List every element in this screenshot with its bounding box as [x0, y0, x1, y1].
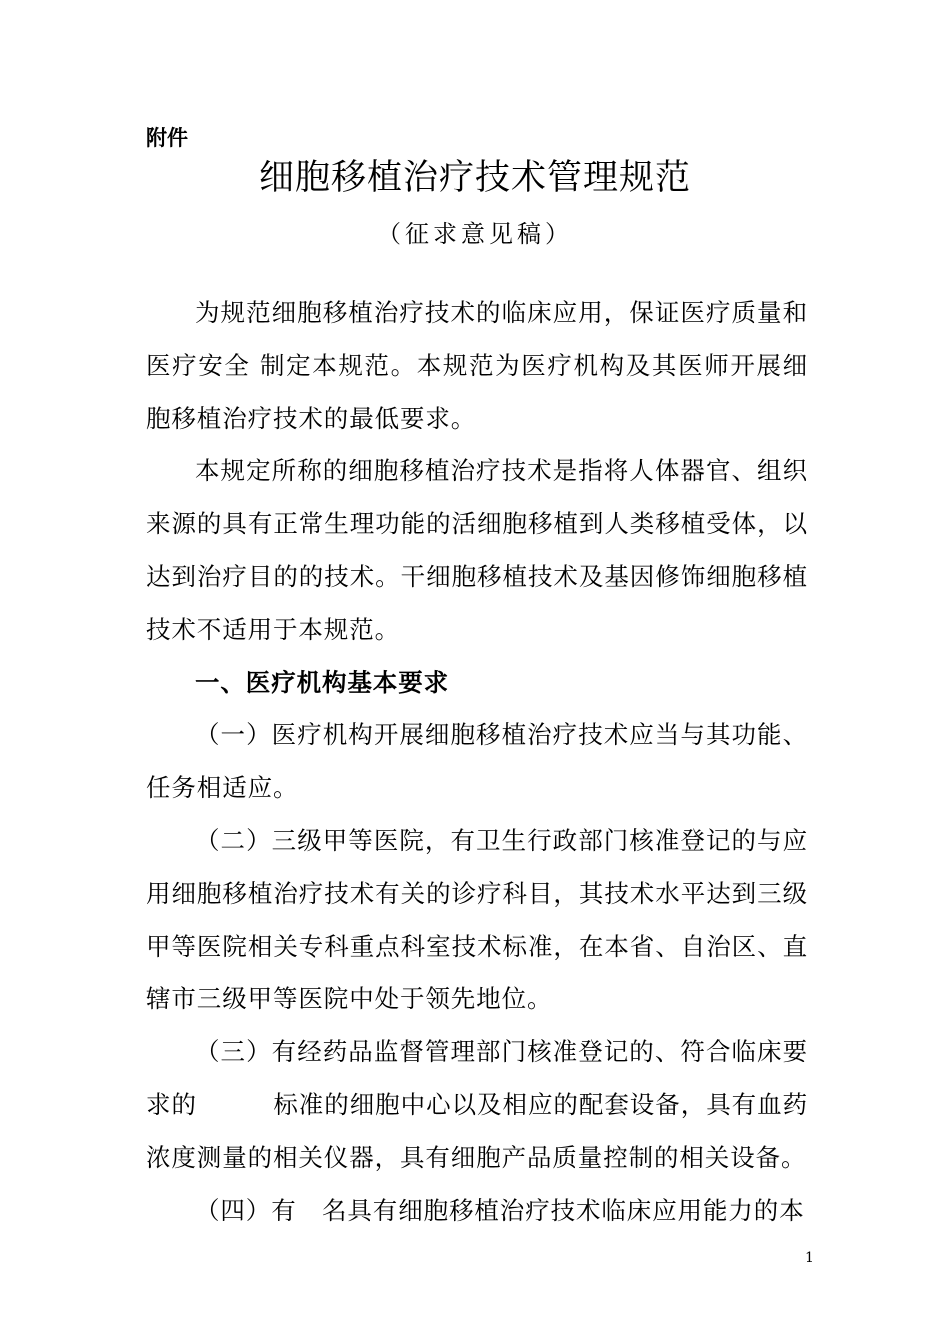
attachment-label: 附件	[146, 126, 188, 150]
section-item: （四）有 名具有细胞移植治疗技术临床应用能力的本	[195, 1195, 805, 1225]
document-title: 细胞移植治疗技术管理规范	[258, 158, 691, 198]
document-body	[146, 287, 808, 1237]
section-heading: 一、医疗机构基本要求	[195, 667, 449, 697]
document-subtitle: （征求意见稿）	[377, 220, 573, 248]
definition-paragraph: 本规定所称的细胞移植治疗技术是指将人体器官、组织来源的具有正常生理功能的活细胞移植到人类移植受体，以达到治疗目的的技术。干细胞移植技术及基因修饰细胞移植技术不适用于本规范。	[146, 456, 808, 644]
section-item: （一）医疗机构开展细胞移植治疗技术应当与其功能、任务相适应。	[146, 720, 808, 803]
page-number: 1	[805, 1250, 814, 1266]
section-item: （三）有经药品监督管理部门核准登记的、符合临床要求的 标准的细胞中心以及相应的配套设备，具有血药浓度测量的相关仪器，具有细胞产品质量控制的相关设备。	[146, 1037, 808, 1172]
section-item: （二）三级甲等医院，有卫生行政部门核准登记的与应用细胞移植治疗技术有关的诊疗科目，其技术水平达到三级甲等医院相关专科重点科室技术标准，在本省、自治区、直辖市三级甲等医院中处于领先地位。	[146, 825, 808, 1014]
intro-paragraph: 为规范细胞移植治疗技术的临床应用，保证医疗质量和医疗安全 制定本规范。本规范为医疗机构及其医师开展细胞移植治疗技术的最低要求。	[146, 298, 808, 433]
